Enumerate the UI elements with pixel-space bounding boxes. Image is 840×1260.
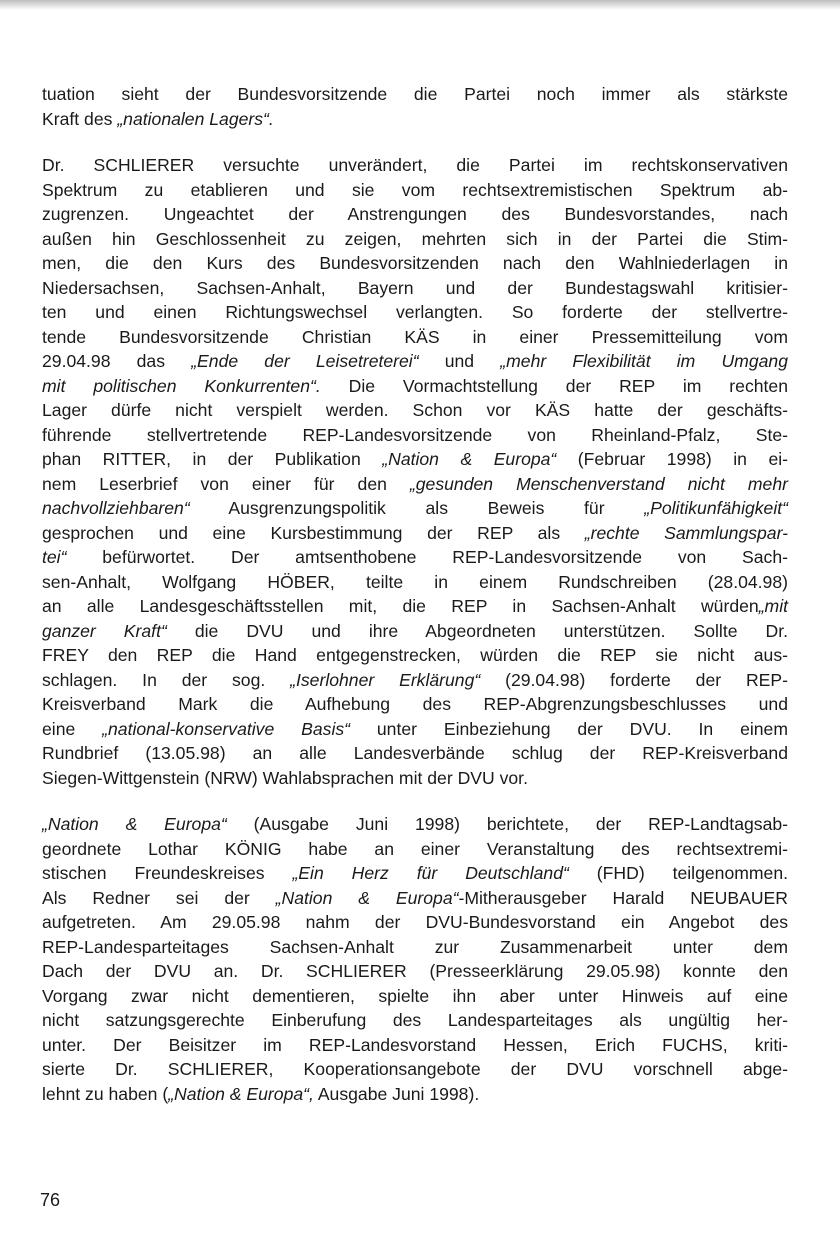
text-segment: tuation sieht der Bundesvorsitzende die Partei noch immer als stärkste — [42, 84, 788, 104]
text-line — [42, 423, 788, 448]
text-segment: zugrenzen. Ungeachtet der Anstrengungen des Bundesvorstandes, nach — [42, 204, 788, 224]
text-line — [42, 447, 788, 472]
italic-quote: „Nation & Europa“ — [382, 449, 557, 469]
text-line — [42, 741, 788, 766]
italic-quote: „Iserlohner Erklärung“ — [290, 669, 481, 690]
text-line — [42, 692, 788, 717]
italic-quote: „nationalen Lagers“. — [117, 108, 274, 129]
text-segment: REP-Landesparteitages Sachsen-Anhalt zur Zusammenarbeit unter dem — [42, 936, 788, 957]
italic-quote: „Nation & Europa“ — [42, 814, 227, 834]
text-line — [42, 374, 788, 399]
text-line — [42, 570, 788, 595]
text-line — [42, 251, 788, 276]
italic-quote: ganzer Kraft“ — [42, 620, 167, 641]
text-segment: die DVU und ihre Abgeordneten unterstützen. Sollte Dr. — [166, 620, 789, 641]
italic-quote: „Nation & Europa“, — [168, 1083, 314, 1104]
italic-quote: „national-konservative Basis“ — [102, 718, 351, 739]
text-segment: Dach der DVU an. Dr. SCHLIERER (Presseerklärung 29.05.98) konnte den — [42, 961, 788, 981]
text-segment: geordnete Lothar KÖNIG habe an einer Veranstaltung des rechtsextremi- — [42, 838, 788, 859]
italic-quote: „Nation & Europa“ — [275, 887, 459, 908]
text-segment: Die Vormachtstellung der REP im rechten — [320, 375, 788, 396]
text-segment: Lager dürfe nicht verspielt werden. Schon vor KÄS hatte der geschäfts- — [42, 400, 788, 420]
paragraph-gap — [42, 131, 788, 153]
italic-quote: „Ende der Leisetreterei“ — [191, 351, 419, 371]
text-segment: unter Einbeziehung der DVU. In einem — [350, 718, 788, 739]
text-line — [42, 935, 788, 960]
text-segment: nicht satzungsgerechte Einberufung des Landesparteitages als ungültig her- — [42, 1010, 788, 1030]
text-line — [42, 82, 788, 107]
italic-quote: „Ein Herz für Deutschland“ — [292, 863, 569, 883]
text-segment: Dr. SCHLIERER versuchte unverändert, die Partei im rechtskonservativen — [42, 155, 788, 175]
text-segment: -Mitherausgeber Harald NEUBAUER — [458, 887, 788, 908]
text-line — [42, 472, 788, 497]
text-segment: außen hin Geschlossenheit zu zeigen, mehrten sich in der Partei die Stim- — [42, 228, 788, 249]
text-line — [42, 1082, 788, 1107]
text-line — [42, 1057, 788, 1082]
italic-quote: „Politikunfähigkeit“ — [644, 498, 788, 518]
text-line — [42, 643, 788, 668]
text-segment: sen-Anhalt, Wolfgang HÖBER, teilte in einem Rundschreiben (28.04.98) — [42, 571, 788, 592]
text-line — [42, 837, 788, 862]
paragraph — [42, 82, 788, 131]
text-line — [42, 1033, 788, 1058]
text-segment: schlagen. In der sog. — [42, 669, 291, 690]
text-segment: Kraft des — [42, 108, 118, 129]
text-line — [42, 107, 788, 132]
text-segment: aufgetreten. Am 29.05.98 nahm der DVU-Bundesvorstand ein Angebot des — [42, 912, 788, 932]
text-line — [42, 668, 788, 693]
scan-top-edge — [0, 0, 840, 10]
text-line — [42, 766, 788, 791]
text-line — [42, 325, 788, 350]
italic-quote: „mit — [758, 596, 788, 616]
text-segment: 29.04.98 das — [42, 351, 192, 371]
italic-quote: „rechte Sammlungspar- — [584, 522, 788, 543]
text-line — [42, 984, 788, 1009]
text-line — [42, 619, 788, 644]
text-segment: Ausgrenzungspolitik als Beweis für — [189, 498, 645, 518]
text-line — [42, 594, 788, 619]
text-segment: stischen Freundeskreises — [42, 863, 293, 883]
text-line — [42, 496, 788, 521]
text-segment: Rundbrief (13.05.98) an alle Landesverbände schlug der REP-Kreisverband — [42, 743, 788, 763]
text-line — [42, 861, 788, 886]
text-line — [42, 959, 788, 984]
page-body-text — [42, 82, 788, 1106]
text-line — [42, 910, 788, 935]
text-line — [42, 202, 788, 227]
italic-quote: tei“ — [42, 547, 67, 567]
text-segment: Vorgang zwar nicht dementieren, spielte ihn aber unter Hinweis auf eine — [42, 985, 788, 1006]
text-line — [42, 227, 788, 252]
text-segment: Niedersachsen, Sachsen-Anhalt, Bayern und der Bundestagswahl kritisier- — [42, 277, 788, 298]
text-segment: tende Bundesvorsitzende Christian KÄS in einer Pressemitteilung vom — [42, 326, 788, 347]
text-segment: (Ausgabe Juni 1998) berichtete, der REP-Landtagsab- — [226, 814, 788, 834]
italic-quote: nachvollziehbaren“ — [42, 498, 190, 518]
text-segment: sierte Dr. SCHLIERER, Kooperationsangebote der DVU vorschnell abge- — [42, 1059, 788, 1079]
italic-quote: mit politischen Konkurrenten“. — [42, 375, 321, 396]
text-segment: Ausgabe Juni 1998). — [313, 1083, 480, 1104]
paragraph-gap — [42, 790, 788, 812]
text-segment: Spektrum zu etablieren und sie vom rechtsextremistischen Spektrum ab- — [42, 179, 788, 200]
text-segment: Siegen-Wittgenstein (NRW) Wahlabsprachen mit der DVU vor. — [42, 767, 528, 788]
text-segment: Kreisverband Mark die Aufhebung des REP-Abgrenzungsbeschlusses und — [42, 694, 788, 714]
text-line — [42, 398, 788, 423]
text-segment: phan RITTER, in der Publikation — [42, 449, 383, 469]
text-segment: führende stellvertretende REP-Landesvorsitzende von Rheinland-Pfalz, Ste- — [42, 424, 788, 445]
text-line — [42, 276, 788, 301]
text-segment: (FHD) teilgenommen. — [568, 863, 789, 883]
text-segment: (Februar 1998) in ei- — [556, 449, 788, 469]
text-line — [42, 545, 788, 570]
text-line — [42, 521, 788, 546]
text-segment: (29.04.98) forderte der REP- — [480, 669, 788, 690]
italic-quote: „gesunden Menschenverstand nicht mehr — [409, 473, 788, 494]
text-segment: eine — [42, 718, 103, 739]
text-line — [42, 812, 788, 837]
text-line — [42, 717, 788, 742]
text-line — [42, 349, 788, 374]
text-line — [42, 178, 788, 203]
text-line — [42, 300, 788, 325]
text-segment: men, die den Kurs des Bundesvorsitzenden nach den Wahlniederlagen in — [42, 253, 788, 273]
paragraph — [42, 153, 788, 790]
page-number: 76 — [40, 1190, 61, 1210]
text-segment: unter. Der Beisitzer im REP-Landesvorstand Hessen, Erich FUCHS, kriti- — [42, 1034, 788, 1055]
text-segment: lehnt zu haben ( — [42, 1083, 169, 1104]
text-segment: nem Leserbrief von einer für den — [42, 473, 410, 494]
text-segment: Als Redner sei der — [42, 887, 276, 908]
text-segment: an alle Landesgeschäftsstellen mit, die REP in Sachsen-Anhalt würden — [42, 596, 759, 616]
text-segment: befürwortet. Der amtsenthobene REP-Landesvorsitzende von Sach- — [66, 547, 788, 567]
text-line — [42, 886, 788, 911]
text-segment: und — [418, 351, 501, 371]
text-segment: gesprochen und eine Kursbestimmung der REP als — [42, 522, 585, 543]
text-line — [42, 153, 788, 178]
italic-quote: „mehr Flexibilität im Umgang — [500, 351, 788, 371]
paragraph — [42, 812, 788, 1106]
text-segment: FREY den REP die Hand entgegenstrecken, würden die REP sie nicht aus- — [42, 645, 788, 665]
text-segment: ten und einen Richtungswechsel verlangten. So forderte der stellvertre- — [42, 302, 788, 322]
text-line — [42, 1008, 788, 1033]
